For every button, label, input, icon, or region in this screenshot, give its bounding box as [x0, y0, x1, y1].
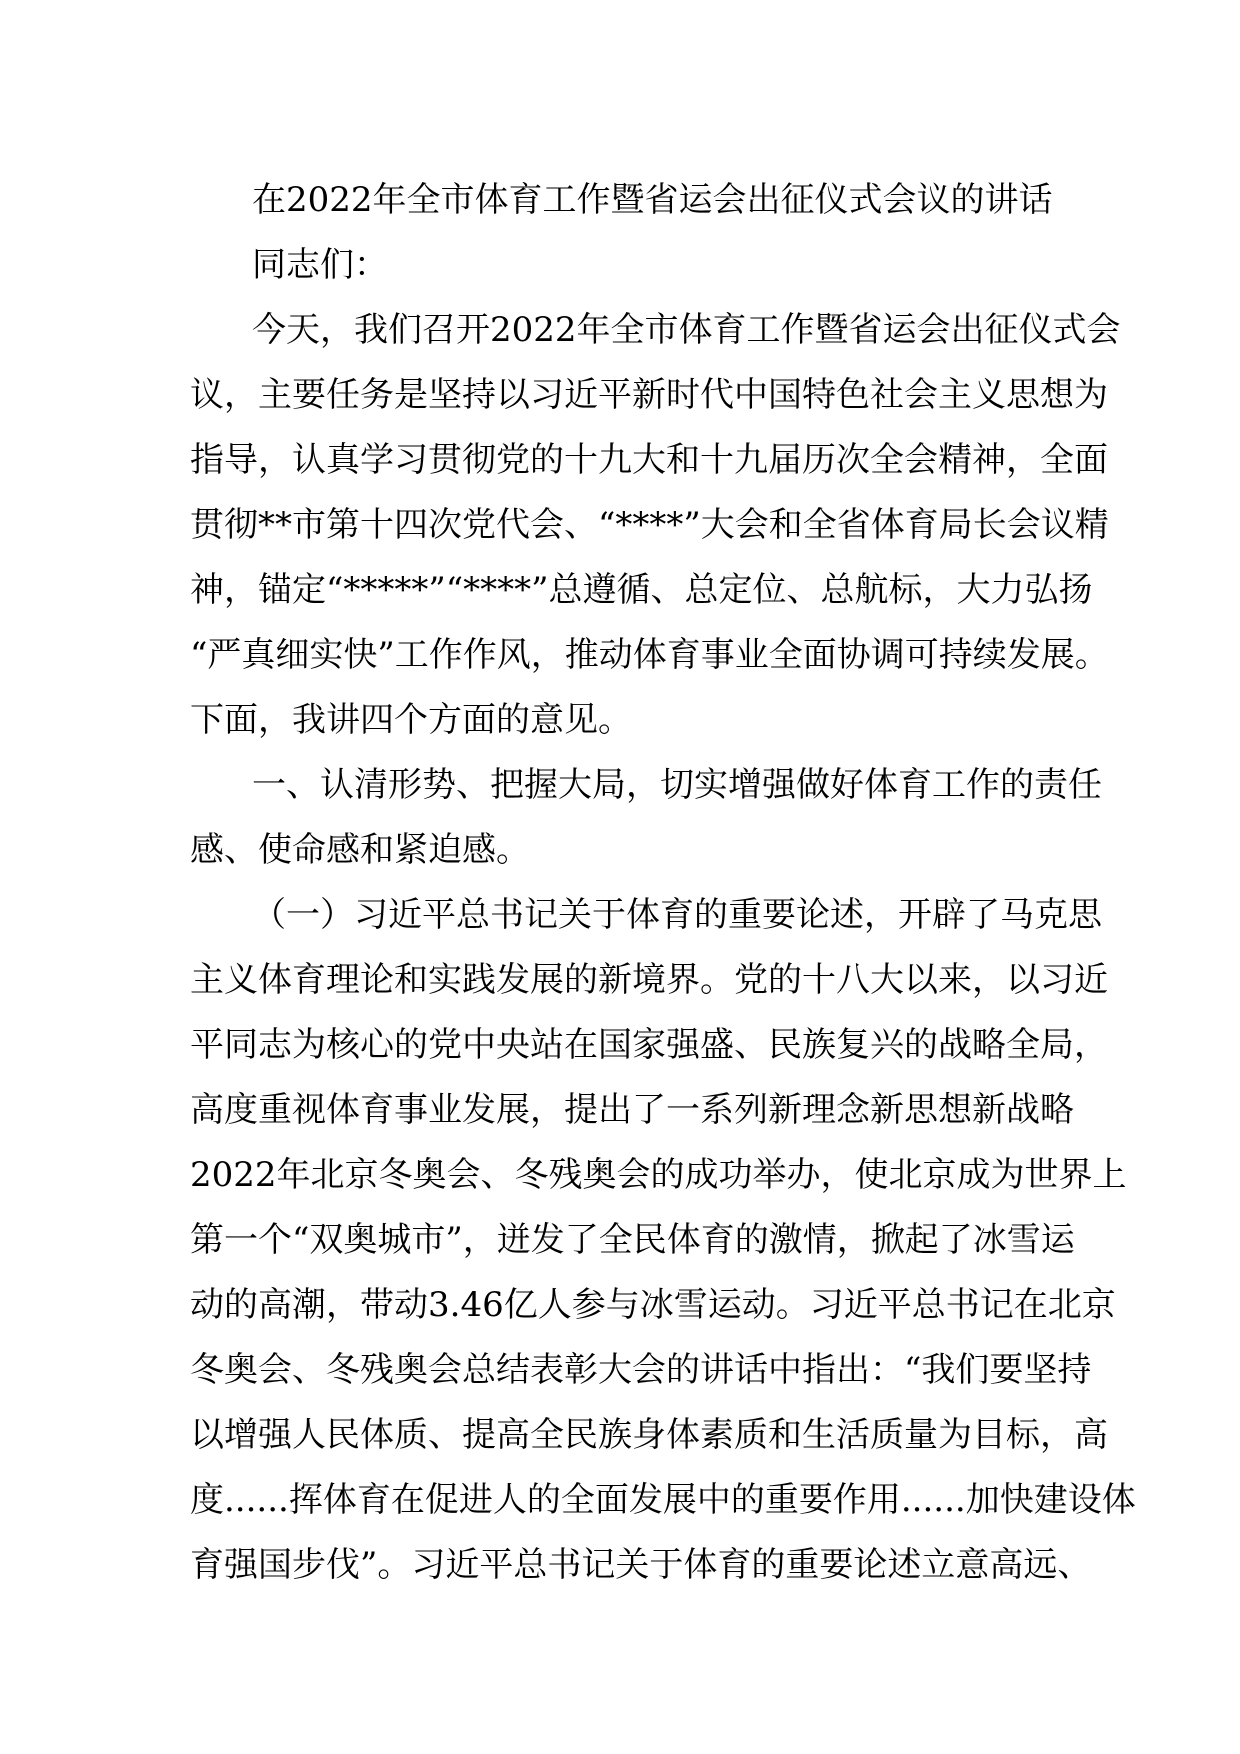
- text-line: 神，锚定“*****”“****”总遵循、总定位、总航标，大力弘扬: [190, 570, 1093, 610]
- text-line: 高度重视体育事业发展，提出了一系列新理念新思想新战略: [190, 1090, 1074, 1130]
- text-line: 贯彻**市第十四次党代会、“****”大会和全省体育局长会议精: [190, 505, 1109, 545]
- text-line: 下面，我讲四个方面的意见。: [190, 700, 632, 740]
- section-heading: 一、认清形势、把握大局，切实增强做好体育工作的责任: [252, 765, 1102, 805]
- document-body: [190, 168, 1136, 1598]
- text-line: 2022年北京冬奥会、冬残奥会的成功举办，使北京成为世界上: [190, 1155, 1127, 1195]
- text-line: 议，主要任务是坚持以习近平新时代中国特色社会主义思想为: [190, 375, 1108, 415]
- text-line: 主义体育理论和实践发展的新境界。党的十八大以来，以习近: [190, 960, 1108, 1000]
- text-line: 第一个“双奥城市”，迸发了全民体育的激情，掀起了冰雪运: [190, 1220, 1075, 1260]
- text-line: 度......挥体育在促进人的全面发展中的重要作用......加快建设体: [190, 1480, 1136, 1520]
- text-line: 平同志为核心的党中央站在国家强盛、民族复兴的战略全局，: [190, 1025, 1108, 1065]
- speech-title: 在2022年全市体育工作暨省运会出征仪式会议的讲话: [252, 180, 1053, 220]
- text-line: 冬奥会、冬残奥会总结表彰大会的讲话中指出：“我们要坚持: [190, 1350, 1092, 1390]
- text-line: 动的高潮，带动3.46亿人参与冰雪运动。习近平总书记在北京: [190, 1285, 1116, 1325]
- text-line: “严真细实快”工作作风，推动体育事业全面协调可持续发展。: [190, 635, 1109, 675]
- text-line: （一）习近平总书记关于体育的重要论述，开辟了马克思: [252, 895, 1102, 935]
- section-heading: 感、使命感和紧迫感。: [190, 830, 530, 870]
- text-line: 今天，我们召开2022年全市体育工作暨省运会出征仪式会: [252, 310, 1121, 350]
- salutation: 同志们：: [252, 245, 388, 285]
- text-line: 指导，认真学习贯彻党的十九大和十九届历次全会精神，全面: [190, 440, 1108, 480]
- text-line: 育强国步伐”。习近平总书记关于体育的重要论述立意高远、: [190, 1545, 1092, 1585]
- text-line: 以增强人民体质、提高全民族身体素质和生活质量为目标，高: [190, 1415, 1108, 1455]
